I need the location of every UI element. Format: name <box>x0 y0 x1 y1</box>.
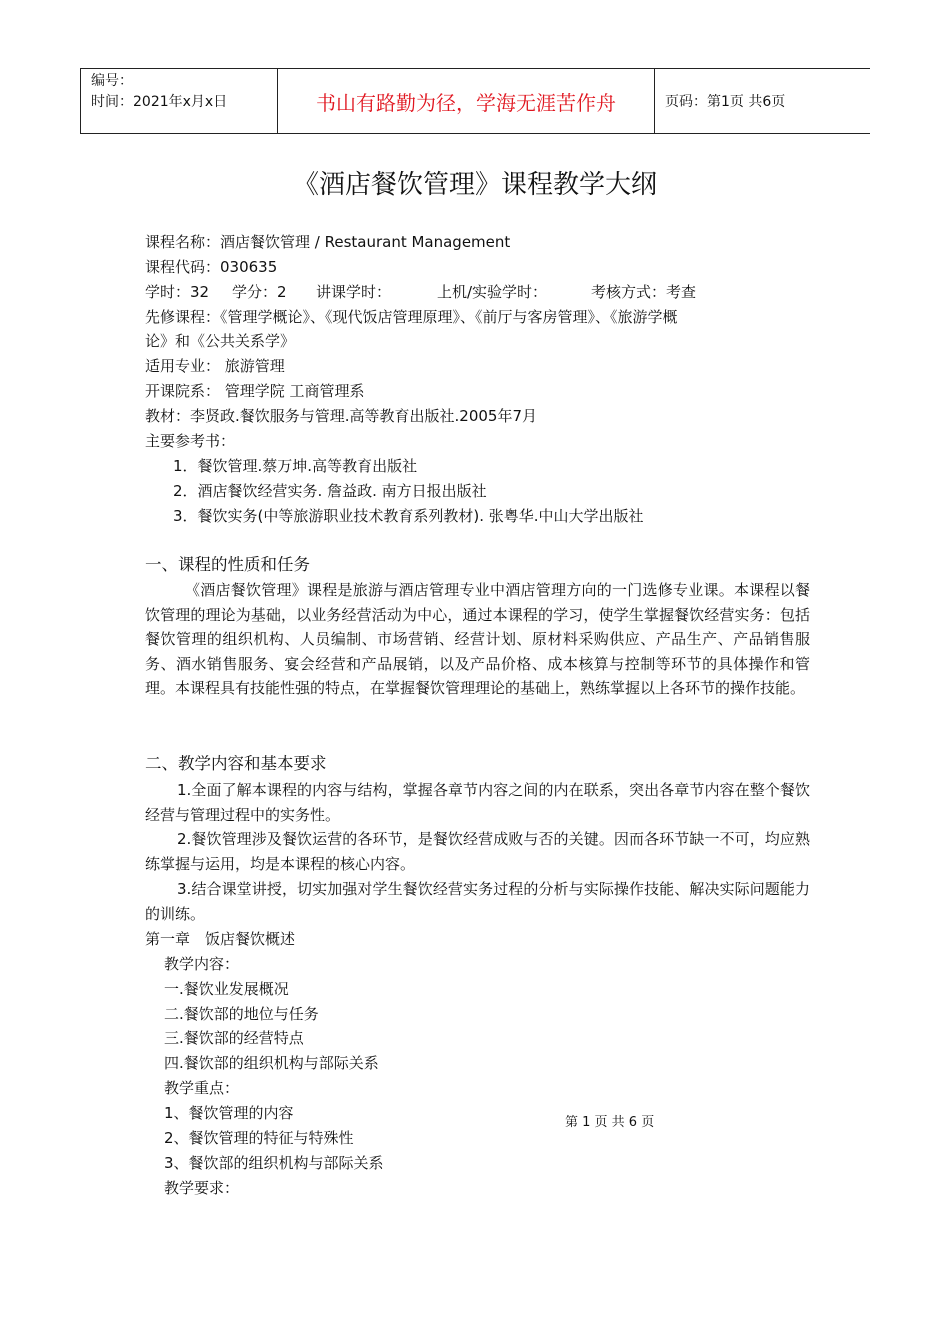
references-label: 主要参考书： <box>145 432 236 450</box>
prerequisites-line2: 论》和《公共关系学》 <box>145 332 296 350</box>
document-title: 《酒店餐饮管理》课程教学大纲 <box>292 170 657 200</box>
chapter1-requirement-label: 教学要求： <box>164 1179 240 1197</box>
header-table <box>80 68 870 134</box>
chapter1-focus-item: 1、餐饮管理的内容 <box>164 1104 294 1122</box>
section2-item: 2.餐饮管理涉及餐饮运营的各环节，是餐饮经营成败与否的关键。因而各环节缺一不可，均应熟练掌握与运用，均是本课程的核心内容。 <box>145 830 810 873</box>
course-hours: 学时：32 <box>145 283 210 301</box>
chapter1-content-item: 三.餐饮部的经营特点 <box>164 1029 304 1047</box>
chapter1-content-item: 一.餐饮业发展概况 <box>164 980 289 998</box>
department: 开课院系： 管理学院 工商管理系 <box>145 382 365 400</box>
code-label: 编号： <box>91 73 133 89</box>
course-credits: 学分：2 <box>232 283 287 301</box>
chapter1-content-item: 四.餐饮部的组织机构与部际关系 <box>164 1054 379 1072</box>
assessment: 考核方式：考查 <box>591 283 697 301</box>
header-motto: 书山有路勤为径，学海无涯苦作舟 <box>278 69 655 133</box>
prerequisites-line1: 先修课程：《管理学概论》、《现代饭店管理原理》、《前厅与客房管理》、《旅游学概 <box>145 308 678 326</box>
lab-hours: 上机/实验学时： <box>437 283 548 301</box>
textbook: 教材：李贤政.餐饮服务与管理.高等教育出版社.2005年7月 <box>145 407 538 425</box>
section2-item: 1.全面了解本课程的内容与结构，掌握各章节内容之间的内在联系，突出各章节内容在整个餐饮经营与管理过程中的实务性。 <box>145 781 810 824</box>
chapter1-heading: 第一章 饭店餐饮概述 <box>145 930 296 948</box>
header-info-cell <box>81 69 278 133</box>
course-code: 课程代码：030635 <box>145 258 278 276</box>
header-page-info: 页码：第1页 共6页 <box>665 94 786 110</box>
reference-item: 3．餐饮实务(中等旅游职业技术教育系列教材). 张粤华.中山大学出版社 <box>173 507 644 525</box>
chapter1-focus-item: 3、餐饮部的组织机构与部际关系 <box>164 1154 384 1172</box>
section2-heading: 二、教学内容和基本要求 <box>145 754 327 773</box>
page-footer: 第 1 页 共 6 页 <box>565 1115 655 1130</box>
course-name: 课程名称：酒店餐饮管理 / Restaurant Management <box>145 233 511 251</box>
section2-item: 3.结合课堂讲授，切实加强对学生餐饮经营实务过程的分析与实际操作技能、解决实际问题能力的训练。 <box>145 880 810 923</box>
lecture-hours: 讲课学时： <box>316 283 392 301</box>
reference-item: 1．餐饮管理.蔡万坤.高等教育出版社 <box>173 457 418 475</box>
applicable-major: 适用专业： 旅游管理 <box>145 357 285 375</box>
section1-body: 《酒店餐饮管理》课程是旅游与酒店管理专业中酒店管理方向的一门选修专业课。本课程以餐饮管理的理论为基础，以业务经营活动为中心，通过本课程的学习，使学生掌握餐饮经营实务：包括餐饮管理的组织机构、人员编制、市场营销、经营计划、原材料采购供应、产品生产、产品销售服务、酒水销售服务、宴会经营和产品展销，以及产品价格、成本核算与控制等环节的具体操作和管理。本课程具有技能性强的特点，在掌握餐饮管理理论的基础上，熟练掌握以上各环节的操作技能。 <box>145 581 810 697</box>
chapter1-focus-item: 2、餐饮管理的特征与特殊性 <box>164 1129 354 1147</box>
section1-heading: 一、课程的性质和任务 <box>145 555 310 574</box>
chapter1-focus-label: 教学重点： <box>164 1079 240 1097</box>
date-label: 时间：2021年x月x日 <box>91 94 228 110</box>
chapter1-content-item: 二.餐饮部的地位与任务 <box>164 1005 319 1023</box>
chapter1-content-label: 教学内容： <box>164 955 240 973</box>
reference-item: 2．酒店餐饮经营实务. 詹益政. 南方日报出版社 <box>173 482 487 500</box>
